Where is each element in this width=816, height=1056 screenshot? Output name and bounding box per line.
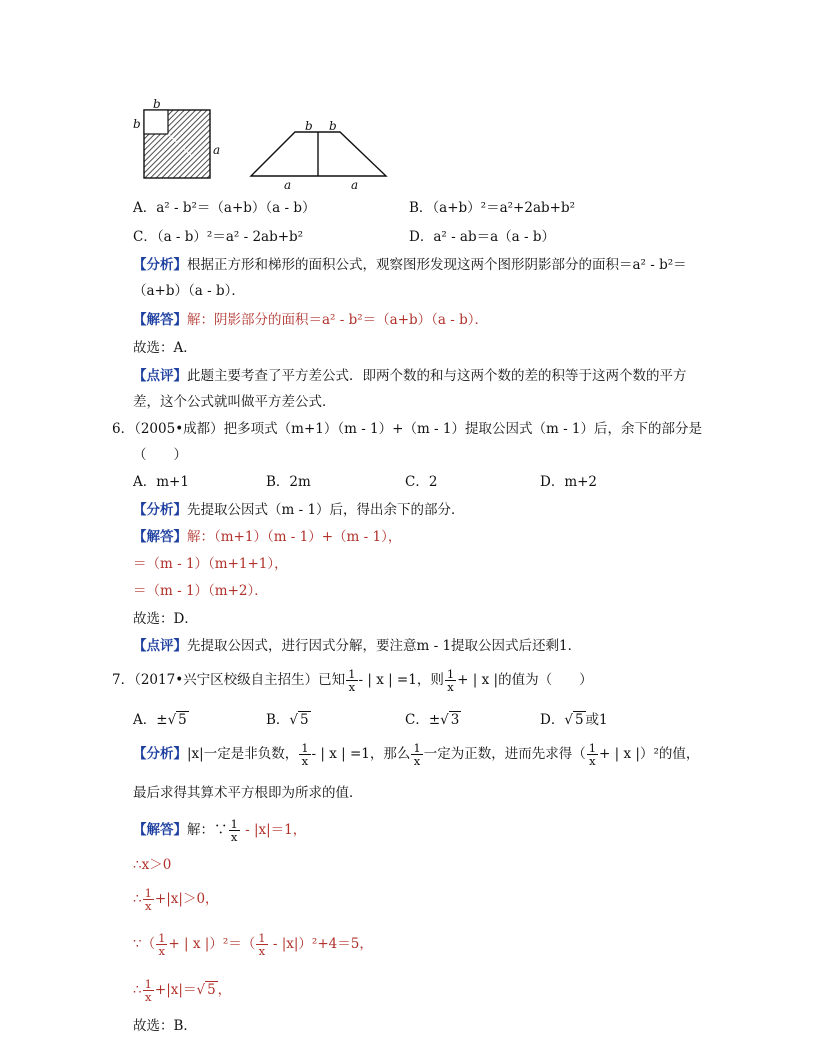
q5-analysis-line-2: （a+b）（a - b）． — [133, 283, 245, 299]
q7-answer-line-4: ∵（ $\frac{1}{x}$ + | x |）²＝（ $\frac{1}{x}$ - |x|）²+4＝5， — [133, 931, 373, 958]
trapezoid-label-b-left: b — [305, 119, 313, 133]
q6-stem-line-2: （ ） — [133, 447, 187, 463]
q7-choice: 故选：B． — [133, 1018, 197, 1034]
q5-comment-line-2: 差，这个公式就叫做平方差公式． — [133, 394, 336, 410]
fraction: $\frac{1}{x}$ — [348, 667, 356, 694]
q7-analysis-line-1: 【分析】|x|一定是非负数， $\frac{1}{x}$ - | x | =1，那么 $\frac{1}{x}$ 一定为正数，进而先求得（ $\frac{1}{x}$ + | x |）²的值， — [133, 741, 700, 768]
q6-stem-line-1: 6．（2005•成都）把多项式（m+1）（m - 1）+（m - 1）提取公因式（m - 1）后，余下的部分是 — [112, 421, 703, 437]
trapezoid-figure — [248, 125, 398, 185]
fraction: $\frac{1}{x}$ — [446, 667, 455, 694]
q6-option-d: D．m+2 — [540, 474, 598, 490]
trapezoid-label-a-right: a — [351, 178, 359, 192]
q7-answer-line-5: ∴ $\frac{1}{x}$ +|x|＝√ 5 ， — [133, 977, 232, 1004]
q5-option-d: D．a² - ab＝a（a - b） — [409, 229, 556, 245]
q6-choice: 故选：D． — [133, 611, 198, 627]
q6-answer-line-2: ＝（m - 1）（m+1+1）， — [133, 556, 288, 572]
q5-choice: 故选：A． — [133, 340, 197, 356]
trapezoid-label-a-left: a — [284, 178, 292, 192]
q7-stem: 7．（2017•兴宁区校级自主招生）已知 $\frac{1}{x}$ - | x | =1，则 $\frac{1}{x}$ + | x |的值为（ ） — [112, 667, 593, 694]
square-label-a-side: a — [213, 143, 221, 157]
q6-analysis: 【分析】先提取公因式（m - 1）后，得出余下的部分． — [133, 502, 465, 518]
q7-option-b: B．√ 5 — [266, 712, 309, 728]
q7-analysis-line-2: 最后求得其算术平方根即为所求的值． — [133, 785, 363, 801]
q6-option-b: B．2m — [266, 474, 311, 490]
q6-comment: 【点评】先提取公因式，进行因式分解，要注意m - 1提取公因式后还剩1． — [133, 638, 582, 654]
q6-answer-line-1: 【解答】解：（m+1）（m - 1）+（m - 1）， — [133, 529, 402, 545]
square-label-b-top: b — [153, 97, 161, 111]
q6-answer-line-3: ＝（m - 1）（m+2）． — [133, 583, 268, 599]
q7-answer-line-3: ∴ $\frac{1}{x}$ +|x|＞0， — [133, 886, 219, 913]
trapezoid-label-b-right: b — [329, 119, 337, 133]
q7-answer-line-2: ∴x＞0 — [133, 857, 172, 873]
q6-option-c: C．2 — [405, 474, 438, 490]
q7-option-a: A．±√ 5 — [133, 712, 187, 728]
q5-comment-line-1: 【点评】此题主要考查了平方差公式．即两个数的和与这两个数的差的积等于这两个数的平方 — [133, 368, 687, 384]
q5-answer: 【解答】解：阴影部分的面积＝a² - b²＝（a+b）（a - b）． — [133, 312, 488, 328]
q5-analysis-line-1: 【分析】根据正方形和梯形的面积公式，观察图形发现这两个图形阴影部分的面积＝a² - b²＝ — [133, 257, 687, 273]
q7-option-c: C．±√ 3 — [405, 712, 460, 728]
q5-option-a: A．a² - b²＝（a+b）（a - b） — [133, 200, 316, 216]
q5-option-b: B．（a+b）²＝a²+2ab+b² — [409, 200, 576, 216]
q6-option-a: A．m+1 — [133, 474, 189, 490]
q7-answer-line-1: 【解答】解：∵ $\frac{1}{x}$ - |x|＝1， — [133, 817, 307, 844]
square-figure — [128, 98, 248, 188]
square-label-b-side: b — [133, 117, 141, 131]
q5-option-c: C．（a - b）²＝a² - 2ab+b² — [133, 229, 304, 245]
q7-option-d: D．√ 5 或1 — [540, 712, 608, 728]
